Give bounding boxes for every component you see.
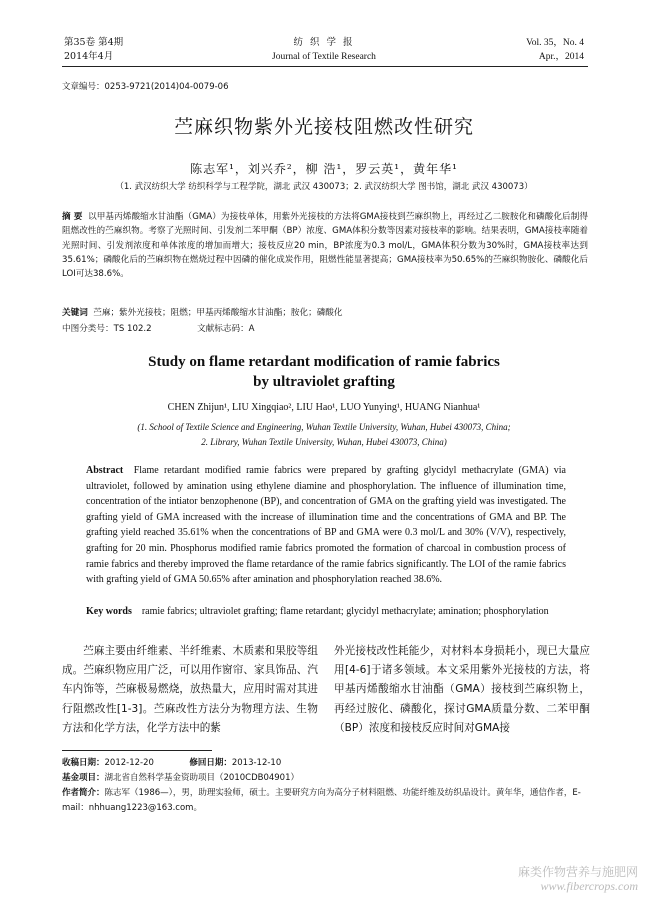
author-label: 作者简介： bbox=[62, 788, 105, 798]
footnote-rule bbox=[62, 750, 212, 751]
watermark-line2: www.fibercrops.com bbox=[540, 879, 638, 893]
cn-keywords-label: 关键词 bbox=[62, 308, 88, 318]
watermark bbox=[518, 865, 638, 893]
header-journal-cn: 纺 织 学 报 bbox=[293, 37, 355, 48]
en-title-line1: Study on flame retardant modification of ramie fabrics bbox=[148, 354, 500, 370]
cn-abstract bbox=[62, 210, 588, 281]
header-date-cn: 2014年4月 bbox=[64, 51, 114, 62]
cn-title: 苎麻织物紫外光接枝阻燃改性研究 bbox=[173, 116, 474, 138]
cn-abstract-label: 摘 要 bbox=[62, 212, 83, 222]
header-rule bbox=[62, 66, 588, 67]
watermark-line1: 麻类作物营养与施肥网 bbox=[517, 865, 638, 879]
cn-authors: 陈志军¹，刘兴乔²，柳 浩¹，罗云英¹，黄年华¹ bbox=[190, 162, 458, 176]
en-title bbox=[0, 352, 648, 392]
cn-classification bbox=[62, 322, 588, 336]
fund-label: 基金项目： bbox=[62, 773, 105, 783]
en-title-line2: by ultraviolet grafting bbox=[253, 374, 395, 390]
clc-value: TS 102.2 bbox=[113, 324, 152, 334]
header-volume-en-block bbox=[526, 36, 584, 64]
doc-code-value: A bbox=[248, 324, 255, 334]
en-keywords-label: Key words bbox=[86, 606, 132, 617]
body-left-text: 苎麻主要由纤维素、半纤维素、木质素和果胶等组成。苎麻织物应用广泛，可以用作窗帘、家具饰品、汽车内饰等，苎麻极易燃烧，放热量大，应用时需对其进行阻燃改性[1-3]。苎麻改性方法分为物理方法、生物方法和化学方法，化学方法中的紫 bbox=[62, 645, 318, 734]
en-affiliation-line1: (1. School of Textile Science and Engineering, Wuhan Textile University, Wuhan, Hubei 430073, China; bbox=[137, 422, 511, 432]
article-number: 文章编号：0253-9721(2014)04-0079-06 bbox=[62, 82, 229, 92]
header-date-en: Apr.，2014 bbox=[538, 52, 584, 62]
en-affiliation bbox=[0, 420, 648, 450]
cn-keywords bbox=[62, 306, 588, 320]
body-right-text: 外光接枝改性耗能少，对材料本身损耗小，现已大量应用[4-6]于诸多领域。本文采用紫外光接枝的方法，将甲基丙烯酸缩水甘油酯（GMA）接枝到苎麻织物上，再经过胺化、磷酸化，探讨GMA质量分数、二苯甲酮（BP）浓度和接枝反应时间对GMA接 bbox=[334, 645, 590, 734]
cn-keywords-text: 苎麻；紫外光接枝；阻燃；甲基丙烯酸缩水甘油酯；胺化；磷酸化 bbox=[93, 308, 343, 318]
en-abstract-label: Abstract bbox=[86, 465, 124, 476]
body-column-right bbox=[334, 642, 590, 738]
received-date: 2012-12-20 bbox=[104, 758, 154, 768]
author-text: 陈志军（1986—），男，助理实验师，硕士。主要研究方向为高分子材料阻燃、功能纤维及纺织品设计。黄年华，通信作者，E-mail：nhhuang1223@163.com。 bbox=[62, 788, 581, 813]
footnote-author bbox=[62, 786, 588, 816]
en-affiliation-line2: 2. Library, Wuhan Textile University, Wuhan, Hubei 430073, China) bbox=[201, 437, 447, 447]
en-keywords bbox=[86, 604, 566, 619]
received-label: 收稿日期： bbox=[62, 758, 105, 768]
footnotes bbox=[62, 756, 588, 816]
en-authors: CHEN Zhijun¹, LIU Xingqiao², LIU Hao¹, LUO Yunying¹, HUANG Nianhua¹ bbox=[167, 402, 481, 413]
body-column-left bbox=[62, 642, 318, 738]
header-volume-en: Vol. 35，No. 4 bbox=[526, 38, 584, 48]
doc-code-label: 文献标志码： bbox=[197, 324, 249, 334]
en-abstract bbox=[86, 463, 566, 588]
header-volume-cn: 第35卷 第4期 bbox=[64, 37, 124, 48]
en-keywords-text: ramie fabrics; ultraviolet grafting; flame retardant; glycidyl methacrylate; amination; phosphorylation bbox=[141, 606, 549, 617]
header-journal-en: Journal of Textile Research bbox=[272, 52, 376, 62]
fund-text: 湖北省自然科学基金资助项目（2010CDB04901） bbox=[104, 773, 300, 783]
cn-abstract-text: 以甲基丙烯酸缩水甘油酯（GMA）为接枝单体，用紫外光接枝的方法将GMA接枝到苎麻织物上，再经过乙二胺胺化和磷酸化后制得阻燃改性的苎麻织物。考察了光照时间、引发剂二苯甲酮（BP）浓度、GMA体积分数等因素对接枝率的影响。结果表明，GMA接枝率随着光照时间、引发剂浓度和单体浓度的增加而增大；接枝反应20 min，BP浓度为0.3 mol/L，GMA体积分数为30%时，GMA接枝率达到35.61%；磷酸化后的苎麻织物在燃烧过程中因磷的催化成炭作用，阻燃性能显著提高；GMA接枝率为50.65%的苎麻织物胺化、磷酸化后LOI可达38.6%。 bbox=[62, 212, 588, 280]
revised-label: 修回日期： bbox=[189, 758, 232, 768]
en-abstract-text: Flame retardant modified ramie fabrics were prepared by grafting glycidyl methacrylate (GMA) via ultraviolet, followed by amination using ethylene diamine and phosphorylation. The influence of illumination time, concentration of the intiator benzophenone (BP), and concentration of GMA on the grafting yield was investigated. The grafting yield of GMA increased with the increase of illumination time and the concentrations of GMA and BP. The grafting yield reached 35.61% when the concentrations of BP and GMA were 0.3 mol/L and 30% (V/V), respectively, grafting for 20 min. Phosphorus modified ramie fabrics promoted the formation of charcoal in combustion process of ramie fabrics and thereby improved the flame retardance of the ramie fabrics significantly. The LOI of the ramie fabrics with grafting yield of GMA 50.65% after amination and phosphorylation reached 38.6%. bbox=[86, 465, 566, 586]
cn-affiliation: （1. 武汉纺织大学 纺织科学与工程学院，湖北 武汉 430073；2. 武汉纺织大学 图书馆，湖北 武汉 430073） bbox=[115, 182, 533, 192]
clc-label: 中图分类号： bbox=[62, 324, 114, 334]
footnote-fund bbox=[62, 771, 588, 786]
footnote-dates bbox=[62, 756, 588, 771]
revised-date: 2013-12-10 bbox=[231, 758, 282, 768]
